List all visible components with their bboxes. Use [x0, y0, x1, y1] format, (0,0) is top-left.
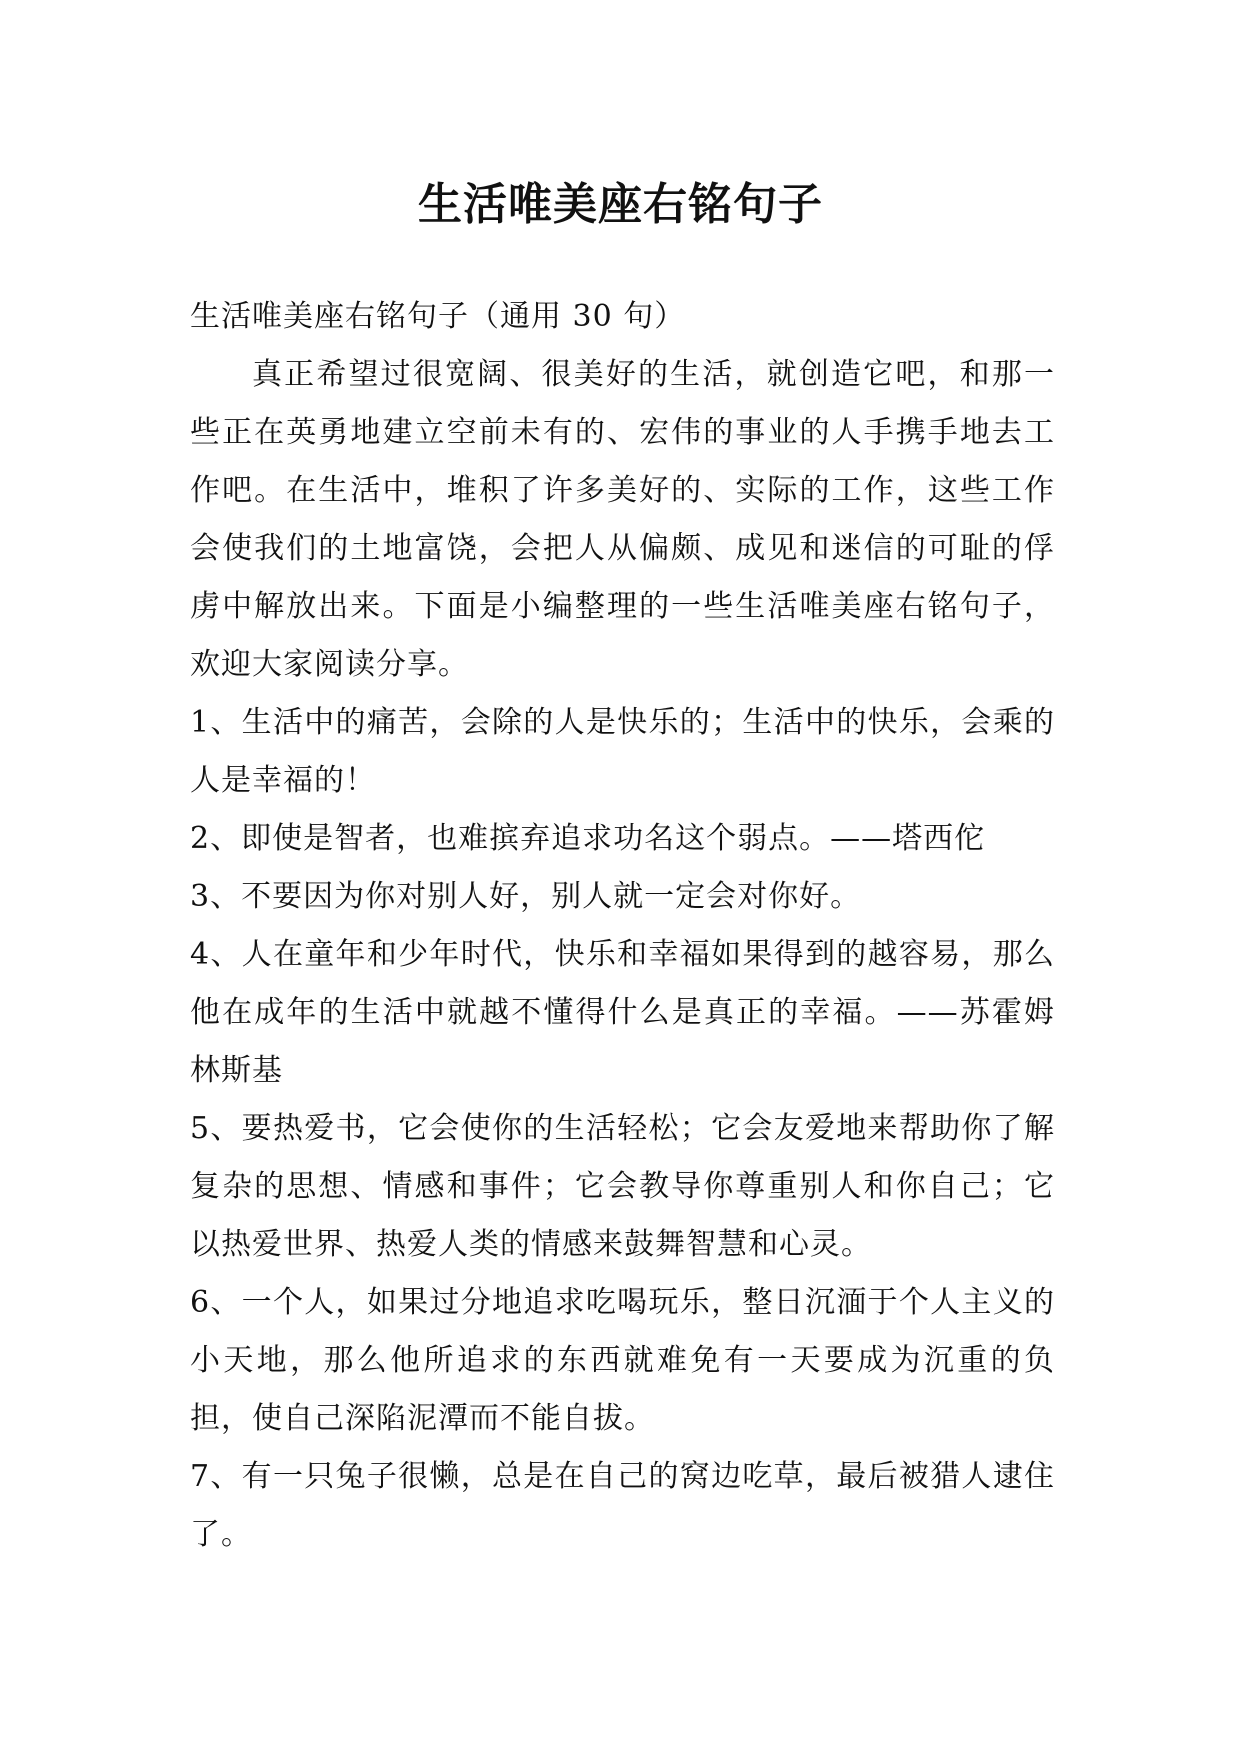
quote-item: 2、即使是智者，也难摈弃追求功名这个弱点。——塔西佗 — [190, 821, 986, 856]
document-body — [190, 288, 1055, 1564]
quote-item: 7、有一只兔子很懒，总是在自己的窝边吃草，最后被猎人逮住了。 — [190, 1459, 1055, 1552]
quote-item: 4、人在童年和少年时代，快乐和幸福如果得到的越容易，那么他在成年的生活中就越不懂得什么是真正的幸福。——苏霍姆林斯基 — [190, 937, 1055, 1088]
quote-item: 3、不要因为你对别人好，别人就一定会对你好。 — [190, 879, 862, 914]
quote-item: 5、要热爱书，它会使你的生活轻松；它会友爱地来帮助你了解复杂的思想、情感和事件；它会教导你尊重别人和你自己；它以热爱世界、热爱人类的情感来鼓舞智慧和心灵。 — [190, 1111, 1055, 1262]
intro-paragraph: 真正希望过很宽阔、很美好的生活，就创造它吧，和那一些正在英勇地建立空前未有的、宏伟的事业的人手携手地去工作吧。在生活中，堆积了许多美好的、实际的工作，这些工作会使我们的土地富饶，会把人从偏颇、成见和迷信的可耻的俘虏中解放出来。下面是小编整理的一些生活唯美座右铭句子，欢迎大家阅读分享。 — [190, 357, 1055, 682]
page-title: 生活唯美座右铭句子 — [418, 179, 823, 231]
quote-item: 6、一个人，如果过分地追求吃喝玩乐，整日沉湎于个人主义的小天地，那么他所追求的东西就难免有一天要成为沉重的负担，使自己深陷泥潭而不能自拔。 — [190, 1285, 1055, 1436]
document-subtitle: 生活唯美座右铭句子（通用 30 句） — [190, 299, 686, 334]
quote-item: 1、生活中的痛苦，会除的人是快乐的；生活中的快乐，会乘的人是幸福的！ — [190, 705, 1055, 798]
